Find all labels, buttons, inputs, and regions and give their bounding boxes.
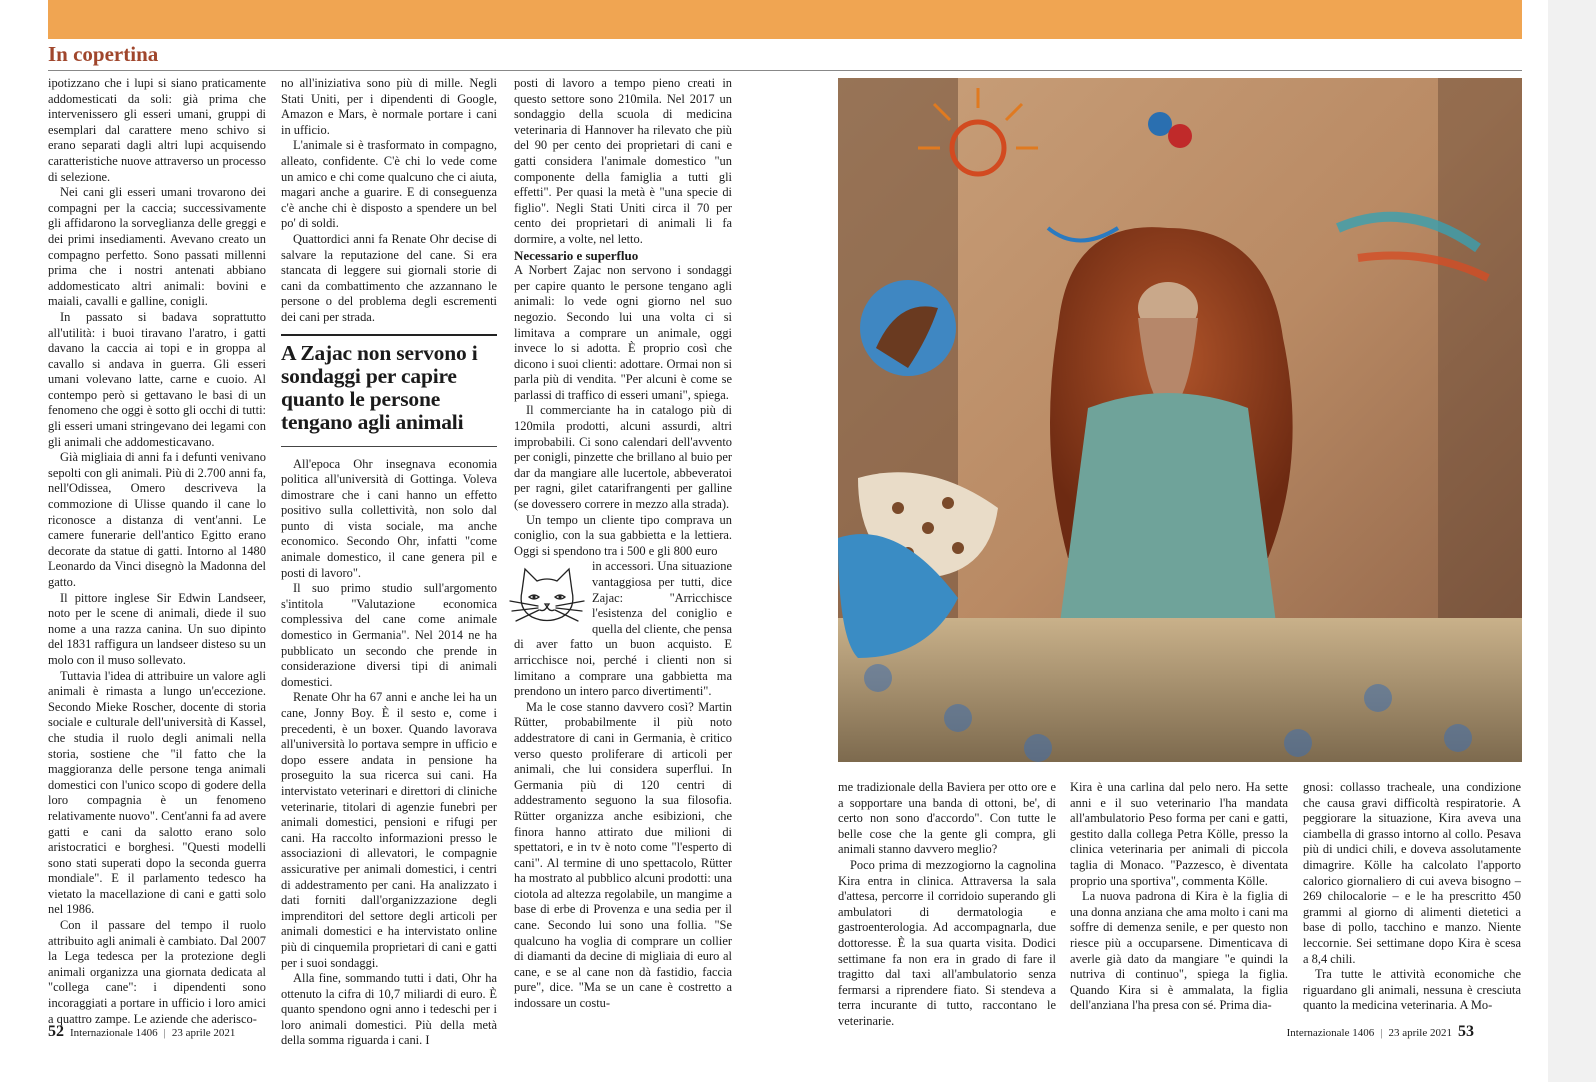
paragraph: Il suo primo studio sull'argomento s'intitola "Valutazione economica complessiva del cane come animale domestico in Germania". Nel 2014 ne ha pubblicato un secondo che prende in considerazione diversi tipi di animali domestici. <box>281 581 497 689</box>
text-column-3 <box>514 76 732 1019</box>
paragraph: in accessori. Una situazione vantaggiosa per tutti, dice Zajac: "Arricchisce l'esistenza del coniglio e quella del cliente, che pensa di aver fatto un buon acquisto. E arricchisce noi, perché i clienti non si limitano a comprare una gabbietta ma prendono un intero parco divertimenti". <box>514 559 732 699</box>
paragraph: Alla fine, sommando tutti i dati, Ohr ha ottenuto la cifra di 10,7 miliardi di euro. È quanto spendono ogni anno i tedeschi per i loro animali domestici. Più della metà della somma riguarda i cani. I <box>281 971 497 1048</box>
text-column-6 <box>1303 780 1521 1019</box>
cover-photo <box>838 78 1522 762</box>
text-column-1 <box>48 76 266 1026</box>
paragraph: Il commerciante ha in catalogo più di 120mila prodotti, alcuni assurdi, altri improbabili. Ci sono calendari dell'avvento per conigli, pinzette che brillano al buio per dar da mangiare alle lucertole, abbeveratoi per ragni, gilet catarifrangenti per galline (se dovessero correre in mezzo alla strada). <box>514 403 732 512</box>
paragraph: ipotizzano che i lupi si siano praticamente addomesticati da soli: già prima che intervenissero gli esseri umani, gruppi di esemplari dal carattere meno schivo si erano separati dagli altri lupi acquisendo caratteristiche nuove attraverso un processo di selezione. <box>48 76 266 184</box>
paragraph: A Norbert Zajac non servono i sondaggi per capire quanto le persone tengano agli animali: lo vede ogni giorno nel suo negozio. Secondo lui una volta ci si limitava a comprare un animale, oggi invece lo si adotta. È proprio così che dicono i suoi clienti: adottare. Ormai non si parla più di vendita. "Per alcuni è come se parlassi di traffico di esseri umani", spiega. <box>514 263 732 402</box>
text-column-5 <box>1070 780 1288 1019</box>
paragraph: Già migliaia di anni fa i defunti venivano sepolti con gli animali. Più di 2.700 anni fa, nell'Odissea, Omero descriveva la commozione di Ulisse quando il cane lo riconosce a distanza di vent'anni. Le camere funerarie dell'antico Egitto erano decorate da statue di gatti. Intorno al 1480 Leonardo da Vinci disegnò la Madonna del gatto. <box>48 450 266 589</box>
paragraph: All'epoca Ohr insegnava economia politica all'università di Gottinga. Voleva dimostrare che i cani hanno un effetto positivo sulla collettività, non solo dal punto di vista sociale, ma anche economico. Secondo Ohr, infatti "come animale domestico, il cane genera pil e posti di lavoro". <box>281 456 497 580</box>
section-label: In copertina <box>48 42 159 66</box>
paragraph: Un tempo un cliente tipo comprava un coniglio, con la sua gabbietta e la lettiera. Oggi si spendono tra i 500 e gli 800 euro <box>514 512 732 558</box>
paragraph: posti di lavoro a tempo pieno creati in questo settore sono 210mila. Nel 2017 un sondaggio della scuola di medicina veterinaria di Hannover ha rilevato che più del 90 per cento dei proprietari di cani e gatti considera l'animale domestico "un componente della famiglia a tutti gli effetti". Per quasi la metà è "una specie di figlio". Negli Stati Uniti circa il 70 per cento dei proprietari di animali li fa dormire, a volte, nel letto. <box>514 76 732 246</box>
paragraph: Kira è una carlina dal pelo nero. Ha sette anni e il suo veterinario l'ha mandata all'ambulatorio Peso forma per cani e gatti, gestito dalla collega Petra Kölle, presso la clinica veterinaria per animali di piccola taglia di Monaco. "Pazzesco, è diventata proprio una sportiva", commenta Kölle. <box>1070 780 1288 888</box>
publication-date: 23 aprile 2021 <box>171 1027 236 1039</box>
paragraph: In passato si badava soprattutto all'utilità: i buoi tiravano l'aratro, i gatti davano la caccia ai topi e in groppa al cavallo si andava in guerra. Gli esseri umani volevano latte, carne e cuoio. Al contempo però si gettavano le basi di un fenomeno che oggi è sotto gli occhi di tutti: gli esseri umani stringevano dei legami con gli animali che addomesticavano. <box>48 309 266 449</box>
paragraph: Poco prima di mezzogiorno la cagnolina Kira entra in clinica. Attraversa la sala d'attesa, percorre il corridoio superando gli ambulatori di dermatologia e gastroenterologia. Ad accompagnarla, due dottoresse. È la sua quarta visita. Dodici settimane fa non era in grado di fare il tragitto dal taxi all'ambulatorio senza fermarsi a riprendere fiato. Si stendeva a terra incurante di tutto, raccontano le veterinarie. <box>838 857 1056 1028</box>
footer-separator: | <box>163 1027 166 1039</box>
paragraph: Nei cani gli esseri umani trovarono dei compagni per la caccia; successivamente gli affidarono la sorveglianza delle greggi e dei primi insediamenti. Avevano creato un compagno perfetto. Sono passati millenni prima che i nostri antenati abbiano addomesticato altri animali: bovini e maiali, cavalli e galline, conigli. <box>48 185 266 309</box>
paragraph: Quattordici anni fa Renate Ohr decise di salvare la reputazione del cane. Si era stancata di leggere sui giornali storie di cani da combattimento che azzannano le persone o del problema degli escrementi dei cani per strada. <box>281 231 497 324</box>
text-column-4 <box>838 780 1056 1028</box>
header-rule <box>48 70 1522 71</box>
paragraph: no all'iniziativa sono più di mille. Negli Stati Uniti, per i dipendenti di Google, Amazon e Mars, è normale portare i cani in ufficio. <box>281 76 497 137</box>
paragraph: Il pittore inglese Sir Edwin Landseer, noto per le scene di animali, diede il suo nome a una razza canina. Un suo dipinto del 1831 raffigura un landseer disteso su un molo con il muso sollevato. <box>48 590 266 667</box>
paragraph: L'animale si è trasformato in compagno, alleato, confidente. C'è chi lo vede come un amico e chi come qualcuno che ci aiuta, magari anche a guarire. E di conseguenza c'è anche chi è disposto a spendere un bel po' di soldi. <box>281 138 497 231</box>
publication-date: 23 aprile 2021 <box>1388 1027 1452 1039</box>
pull-quote: A Zajac non servono i sondaggi per capire quanto le persone tengano agli animali <box>281 334 497 447</box>
footer-left <box>48 1023 235 1041</box>
page-number-left: 52 <box>48 1023 64 1040</box>
footer-separator: | <box>1380 1027 1383 1039</box>
paragraph: La nuova padrona di Kira è la figlia di una donna anziana che ama molto i cani ma soffre di demenza senile, e per questo non riesce più a occuparsene. Dimenticava di averle già dato da mangiare "e quindi la nutriva di continuo", spiega la figlia. Quando Kira si è ammalata, la figlia dell'anziana l'ha presa con sé. Prima dia- <box>1070 889 1288 1013</box>
publication-name: Internazionale 1406 <box>1286 1027 1375 1039</box>
paragraph: Tuttavia l'idea di attribuire un valore agli animali è rimasta a lungo un'eccezione. Secondo Mieke Roscher, docente di storia sociale e culturale dell'università di Kassel, che studia il ruolo degli animali nella storia, sostiene che "il fatto che la maggioranza delle persone tenga animali domestici con l'unico scopo di godere della loro compagnia è un fenomeno relativamente nuovo". Cent'anni fa ad avere gatti e cani da salotto erano solo aristocratici e borghesi. "Questi modelli sono stati superati dopo la seconda guerra mondiale". E il parlamento tedesco ha vietato la macellazione di cani e gatti solo nel 1986. <box>48 668 266 917</box>
footer-right <box>1287 1023 1474 1041</box>
publication-name: Internazionale 1406 <box>70 1027 158 1039</box>
header-color-band <box>48 0 1522 39</box>
subheading: Necessario e superfluo <box>514 247 639 263</box>
paragraph: me tradizionale della Baviera per otto ore e a sopportare una banda di ottoni, be', di certo non sono d'accordo". Con tutte le belle cose che la gente gli compra, gli animali stanno davvero meglio? <box>838 780 1056 857</box>
paragraph: Renate Ohr ha 67 anni e anche lei ha un cane, Jonny Boy. È il sesto e, come i precedenti, è un boxer. Quando lavorava all'università lo portava sempre in ufficio e dopo essere andata in pensione ha proseguito la sua ricerca sui cani. Ha intervistato veterinari e direttori di cliniche veterinarie, titolari di agenzie funebri per animali domestici, pensioni e rifugi per cani. Ha raccolto informazioni presso le associazioni di allevatori, le compagnie assicurative per animali domestici, i centri di addestramento per cani. Ha analizzato i dati forniti dall'organizzazione degli imprenditori del settore degli articoli per animali domestici e ha intervistato online più di cinquemila proprietari di cani e gatti per i suoi sondaggi. <box>281 690 497 970</box>
paragraph: Ma le cose stanno davvero così? Martin Rütter, probabilmente il più noto addestratore di cani in Germania, è critico verso questo proliferare di articoli per animali, che lui considera superflui. In Germania più di 120 centri di addestramento seguono la sua filosofia. Rütter organizza anche esibizioni, che finora hanno attirato due milioni di spettatori, e in tv è noto come "l'esperto di cani". Al termine di uno spettacolo, Rütter ha mostrato al pubblico alcuni prodotti: una ciotola ad altezza regolabile, un mangime a base di erbe di Provenza e una sedia per il cane. Secondo lui sono una follia. "Se qualcuno ha voglia di comprare un collier di diamanti da decine di migliaia di euro al cane, e se al cane non dà fastidio, faccia pure", dice. "Ma se un cane è costretto a indossare un costu- <box>514 699 732 1011</box>
paragraph: Con il passare del tempo il ruolo attribuito agli animali è cambiato. Dal 2007 la Lega tedesca per la protezione degli animali organizza una giornata dedicata al "collega cane": i dipendenti sono incoraggiati a portare in ufficio i loro amici a quattro zampe. Le aziende che aderisco- <box>48 918 266 1026</box>
paragraph: Tra tutte le attività economiche che riguardano gli animali, nessuna è cresciuta quanto la medicina veterinaria. A Mo- <box>1303 967 1521 1013</box>
paragraph: gnosi: collasso tracheale, una condizione che causa gravi difficoltà respiratorie. A peggiorare la situazione, Kira aveva una ciambella di grasso intorno al collo. Pesava più di undici chili, e doveva assolutamente dimagrire. Kölle ha calcolato l'apporto calorico giornaliero di cui aveva bisogno – 269 chilocalorie – e le ha prescritto 450 grammi al giorno di alimenti dietetici a base di pollo, tacchino e manzo. Niente leccornie. Sei settimane dopo Kira è scesa a 8,4 chili. <box>1303 780 1521 966</box>
text-column-2 <box>281 76 497 1048</box>
page-number-right: 53 <box>1458 1023 1474 1040</box>
cat-drawing-icon <box>508 561 586 629</box>
